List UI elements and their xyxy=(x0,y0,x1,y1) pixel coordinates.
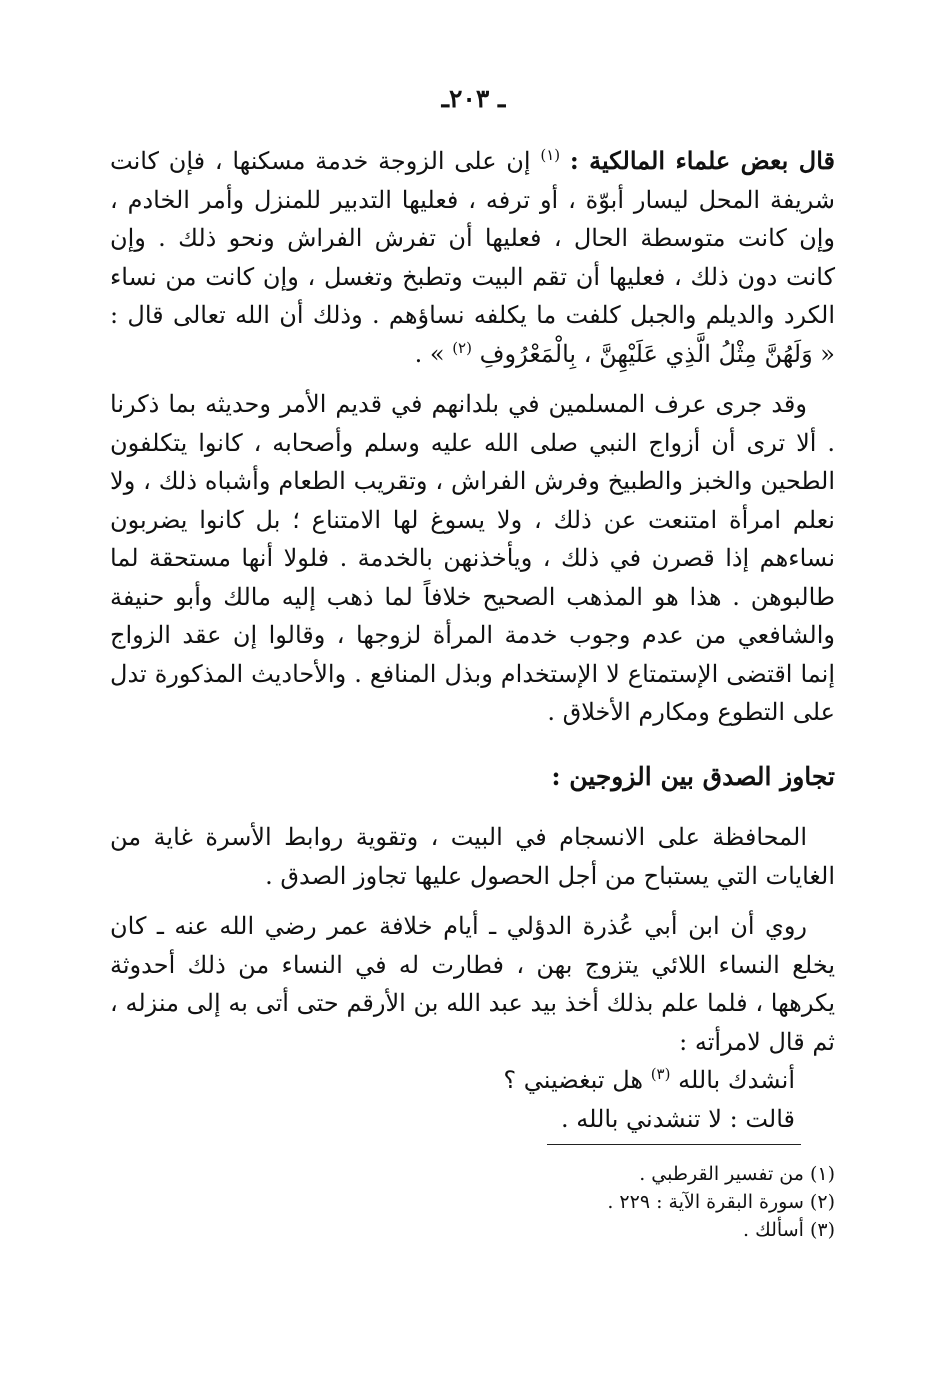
dialogue-text: قالت : لا تنشدني بالله . xyxy=(561,1104,795,1133)
paragraph-text: إن على الزوجة خدمة مسكنها ، فإن كانت شريفة المحل ليسار أبوّة ، أو ترفه ، فعليها التدبير للمنزل وأمر الخادم ، وإن كانت متوسطة الحال ، فعليها أن تفرش الفراش ونحو ذلك . وإن كانت دون ذلك ، فعليها أن تقم البيت وتطبخ وتغسل ، وإن كانت من نساء الكرد والديلم والجبل كلفت ما يكلفه نساؤهم . وذلك أن الله تعالى قال : « وَلَهُنَّ مِثْلُ الَّذِي عَلَيْهِنَّ ، بِالْمَعْرُوفِ xyxy=(110,147,835,368)
paragraph-lead: قال بعض علماء المالكية : xyxy=(569,146,835,175)
paragraph-text: روي أن ابن أبي عُذرة الدؤلي ـ أيام خلافة عمر رضي الله عنه ـ كان يخلع النساء اللائي يتزوج بهن ، فطارت له في النساء من ذلك أحدوثة يكرهها ، فلما علم بذلك أخذ بيد عبد الله بن الأرقم حتى أتى به إلى منزله ، ثم قال لامرأته : xyxy=(110,912,835,1056)
paragraph-text: المحافظة على الانسجام في البيت ، وتقوية روابط الأسرة غاية من الغايات التي يستباح من أجل الحصول عليها تجاوز الصدق . xyxy=(110,823,835,890)
dialogue-line-question xyxy=(110,1061,835,1100)
footnote-2: (٢) سورة البقرة الآية : ٢٢٩ . xyxy=(607,1191,835,1213)
section-heading: تجاوز الصدق بين الزوجين : xyxy=(551,761,835,791)
paragraph-tail: » . xyxy=(414,339,445,368)
paragraph-harmony xyxy=(110,818,835,895)
main-text xyxy=(110,142,835,1138)
dialogue-tail: هل تبغضيني ؟ xyxy=(503,1066,644,1094)
paragraph-maliki-opinion xyxy=(110,142,835,373)
page-number: ـ ٢٠٣ـ xyxy=(441,84,506,113)
dialogue-line-answer xyxy=(110,1100,835,1139)
paragraph-custom xyxy=(110,385,835,732)
paragraph-text: وقد جرى عرف المسلمين في بلدانهم في قديم الأمر وحديثه بما ذكرنا . ألا ترى أن أزواج النبي صلى الله عليه وسلم وأصحابه ، كانوا يتكلفون الطحين والخبز والطبيخ وفرش الفراش ، وتقريب الطعام وأشباه ذلك ، ولا نعلم امرأة امتنعت عن ذلك ، ولا يسوغ لها الامتناع ؛ بل كانوا يضربون نساءهم إذا قصرن في ذلك ، ويأخذنهن بالخدمة . فلولا أنها مستحقة لما طالبوهن . هذا هو المذهب الصحيح خلافاً لما ذهب إليه مالك وأبو حنيفة والشافعي من عدم وجوب خدمة المرأة لزوجها ، وقالوا إن عقد الزواج إنما اقتضى الإستمتاع لا الإستخدام وبذل المنافع . والأحاديث المذكورة تدل على التطوع ومكارم الأخلاق . xyxy=(110,390,835,726)
dialogue-text: أنشدك بالله xyxy=(678,1066,795,1094)
footnote-3: (٣) أسألك . xyxy=(743,1219,835,1241)
paragraph-story xyxy=(110,907,835,1061)
footnotes xyxy=(110,1160,835,1244)
footnote-1: (١) من تفسير القرطبي . xyxy=(639,1163,835,1185)
footnote-ref-2: (٢) xyxy=(452,338,472,357)
footnote-ref-1: (١) xyxy=(540,146,561,164)
footnote-ref-3: (٣) xyxy=(650,1065,671,1083)
footnote-divider xyxy=(547,1144,801,1145)
